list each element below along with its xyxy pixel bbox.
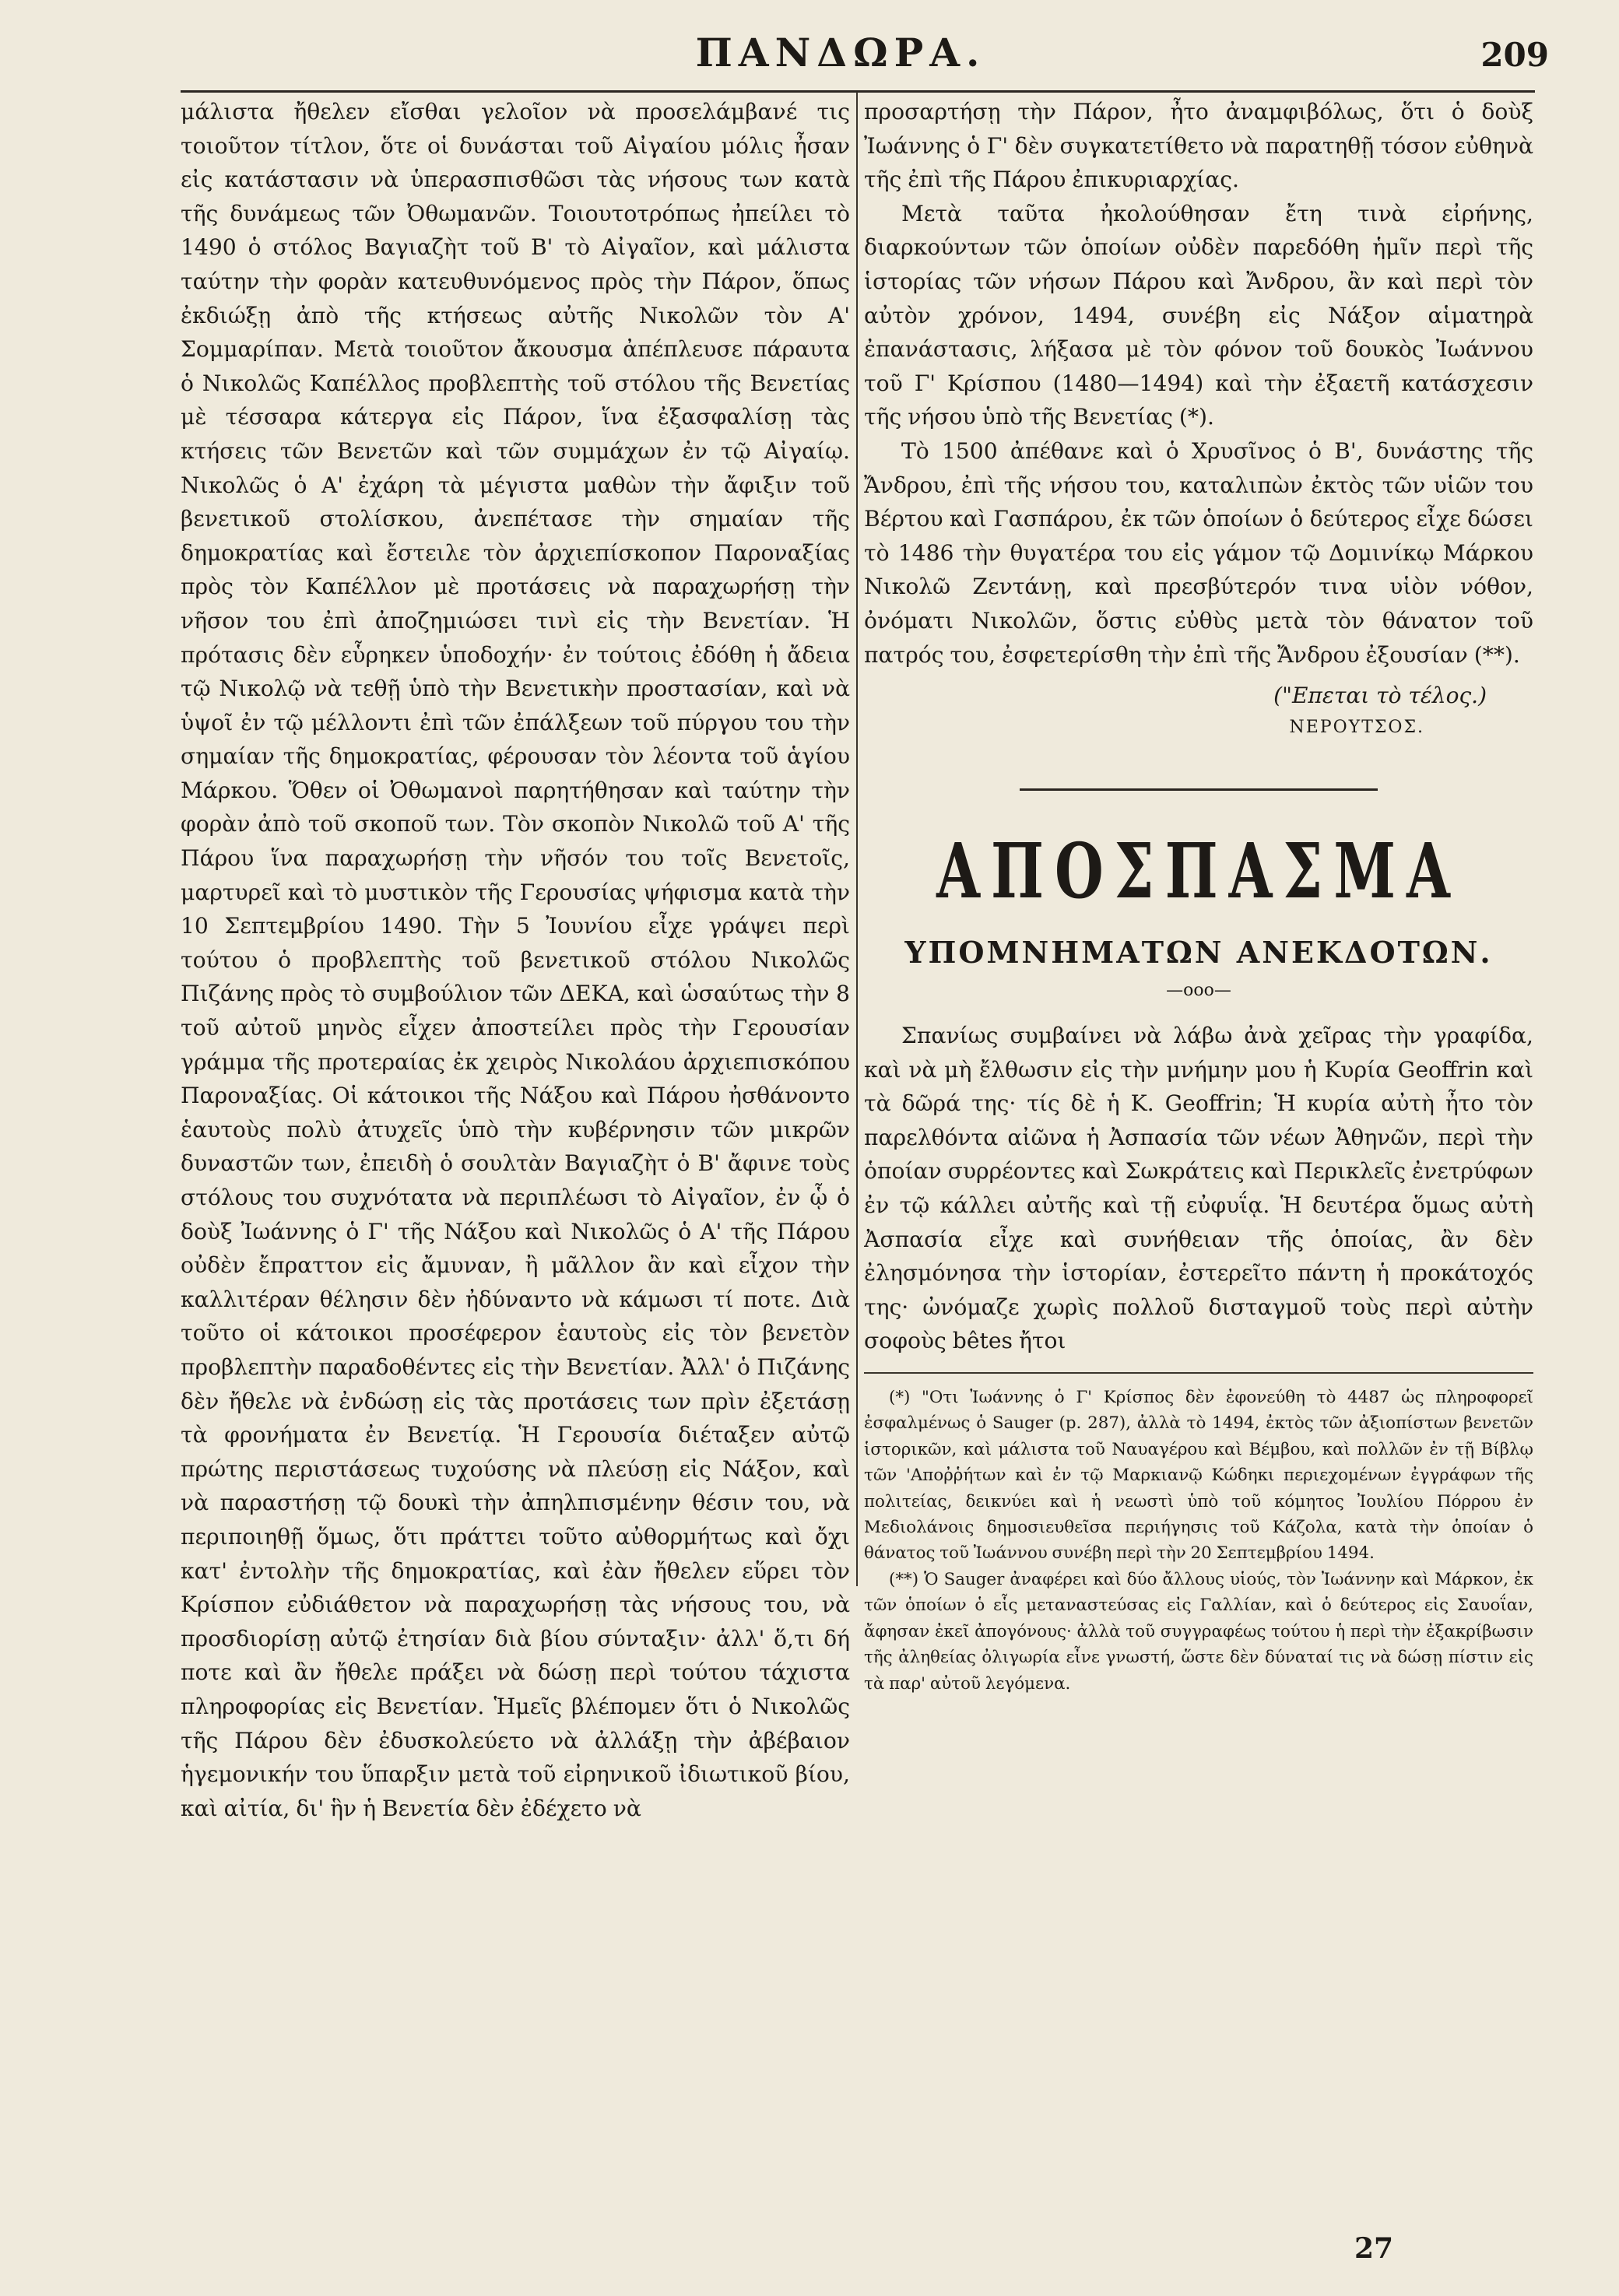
footnote: (*) "Οτι Ἰωάννης ὁ Γ' Κρίσπος δὲν ἐφονεύθη τὸ 4487 ὡς πληροφορεῖ ἐσφαλμένως ὁ Sauger (p. 287), ἀλλὰ τὸ 1494, ἐκτὸς τῶν ἀξιοπίστων βενετῶν ἱστορικῶν, καὶ μάλιστα τοῦ Ναυαγέρου καὶ Βέμβου, καὶ πολλῶν ἐν τῇ Βίβλῳ τῶν 'Αποῤῥήτων καὶ ἐν τῷ Μαρκιανῷ Κώδηκι περιεχομένων ἐγγράφων τῆς πολιτείας, δεικνύει καὶ ἡ νεωστὶ ὑπὸ τοῦ κόμητος Ἰουλίου Πόρρου ἐν Μεδιολάνοις δημοσιευθεῖσα περιήγησις τοῦ Κάζολα, κατὰ τὴν ὁποίαν ὁ θάνατος τοῦ Ἰωάννου συνέβη περὶ τὴν 20 Σεπτεμβρίου 1494. (864, 1388, 1533, 1564)
section-paragraph: Σπανίως συμβαίνει νὰ λάβω ἀνὰ χεῖρας τὴν γραφίδα, καὶ νὰ μὴ ἔλθωσιν εἰς τὴν μνήμην μου ἡ Κυρία Geoffrin καὶ τὰ δῶρά της· τίς δὲ ἡ Κ. Geoffrin; Ἡ κυρία αὐτὴ ἦτο τὸν παρελθόντα αἰῶνα ἡ Ἀσπασία τῶν νέων Ἀθηνῶν, περὶ τὴν ὁποίαν συρρέοντες καὶ Σωκράτεις καὶ Περικλεῖς ἐνετρύφων ἐν τῷ κάλλει αὐτῆς καὶ τῇ εὐφυΐᾳ. Ἡ δευτέρα ὅμως αὐτὴ Ἀσπασία εἶχε καὶ συνήθειαν τῆς ὁποίας, ἂν δὲν ἐλησμόνησα τὴν ἱστορίαν, ἐστερεῖτο πάντη ἡ προκάτοχός της· ὠνόμαζε χωρὶς πολλοῦ δισταγμοῦ τοὺς περὶ αὐτὴν σοφοὺς bêtes ἤτοι (864, 1023, 1533, 1354)
body-paragraph: προσαρτήσῃ τὴν Πάρον, ἦτο ἀναμφιβόλως, ὅτι ὁ δοὺξ Ἰωάννης ὁ Γ' δὲν συγκατετίθετο νὰ παρατηθῇ τόσον εὐθηνὰ τῆς ἐπὶ τῆς Πάρου ἐπικυριαρχίας. (864, 99, 1533, 193)
to-be-continued-note: ("Επεται τὸ τέλος.) (1273, 683, 1487, 709)
ornament-separator: —ooo— (1166, 981, 1231, 1001)
column-divider (856, 92, 858, 1586)
left-column (181, 95, 850, 2266)
journal-title: ΠΑΝΔΩΡΑ. (695, 30, 986, 75)
body-paragraph: Τὸ 1500 ἀπέθανε καὶ ὁ Χρυσῖνος ὁ Β', δυνάστης τῆς Ἄνδρου, ἐπὶ τῆς νήσου του, καταλιπὼν ἐκτὸς τῶν υἱῶν του Βέρτου καὶ Γασπάρου, ἐκ τῶν ὁποίων ὁ δεύτερος εἶχε δώσει τὸ 1486 τὴν θυγατέρα του εἰς γάμον τῷ Δομινίκῳ Μάρκου Νικολῶ Ζεντάνῃ, καὶ πρεσβύτερόν τινα υἱὸν νόθον, ὀνόματι Νικολῶν, ὅστις εὐθὺς μετὰ τὸν θάνατον τοῦ πατρός του, ἐσφετερίσθη τὴν ἐπὶ τῆς Ἄνδρου ἐξουσίαν (**). (864, 437, 1533, 668)
body-paragraph: μάλιστα ἤθελεν εἴσθαι γελοῖον νὰ προσελάμβανέ τις τοιοῦτον τίτλον, ὅτε οἱ δυνάσται τοῦ Αἰγαίου μόλις ἦσαν εἰς κατάστασιν νὰ ὑπερασπισθῶσι τὰς νήσους των κατὰ τῆς δυνάμεως τῶν Ὀθωμανῶν. Τοιουτοτρόπως ἠπείλει τὸ 1490 ὁ στόλος Βαγιαζὴτ τοῦ Β' τὸ Αἰγαῖον, καὶ μάλιστα ταύτην τὴν φορὰν κατευθυνόμενος πρὸς τὴν Πάρον, ὅπως ἐκδιώξῃ ἀπὸ τῆς κτήσεως αὐτῆς Νικολῶν τὸν Α' Σομμαρίπαν. Μετὰ τοιοῦτον ἄκουσμα ἀπέπλευσε πάραυτα ὁ Νικολῶς Καπέλλος προβλεπτὴς τοῦ στόλου τῆς Βενετίας μὲ τέσσαρα κάτεργα εἰς Πάρον, ἵνα ἐξασφαλίσῃ τὰς κτήσεις τῶν Βενετῶν καὶ τῶν συμμάχων ἐν τῷ Αἰγαίῳ. Νικολῶς ὁ Α' ἐχάρη τὰ μέγιστα μαθὼν τὴν ἄφιξιν τοῦ βενετικοῦ στολίσκου, ἀνεπέτασε τὴν σημαίαν τῆς δημοκρατίας καὶ ἔστειλε τὸν ἀρχιεπίσκοπον Παροναξίας πρὸς τὸν Καπέλλον μὲ προτάσεις νὰ παραχωρήσῃ τὴν νῆσον του ἐπὶ ἀποζημιώσει τινὶ εἰς τὴν Βενετίαν. Ἡ πρότασις δὲν εὗρηκεν ὑποδοχήν· ἐν τούτοις ἐδόθη ἡ ἄδεια τῷ Νικολῷ νὰ τεθῇ ὑπὸ τὴν Βενετικὴν προστασίαν, καὶ νὰ ὑψοῖ ἐν τῷ μέλλοντι ἐπὶ τῶν ἐπάλξεων τοῦ πύργου του τὴν σημαίαν τῆς δημοκρατίας, φέρουσαν τὸν λέοντα τοῦ ἁγίου Μάρκου. Ὅθεν οἱ Ὀθωμανοὶ παρητήθησαν καὶ ταύτην τὴν φορὰν ἀπὸ τοῦ σκοποῦ των. Τὸν σκοπὸν Νικολῶ τοῦ Α' τῆς Πάρου ἵνα παραχωρήσῃ τὴν νῆσόν του τοῖς Βενετοῖς, μαρτυρεῖ καὶ τὸ μυστικὸν τῆς Γερουσίας ψήφισμα κατὰ τὴν 10 Σεπτεμβρίου 1490. Τὴν 5 Ἰουνίου εἶχε γράψει περὶ τούτου ὁ προβλεπτὴς τοῦ βενετικοῦ στόλου Νικολῶς Πιζάνης πρὸς τὸ συμβούλιον τῶν ΔΕΚΑ, καὶ ὡσαύτως τὴν 8 τοῦ αὐτοῦ μηνὸς εἶχεν ἀποστείλει πρὸς τὴν Γερουσίαν γράμμα τῆς προτεραίας ἐκ χειρὸς Νικολάου ἀρχιεπισκόπου Παροναξίας. Οἱ κάτοικοι τῆς Νάξου καὶ Πάρου ἠσθάνοντο ἑαυτοὺς πολὺ ἀτυχεῖς ὑπὸ τὴν κυβέρνησιν τῶν μικρῶν δυναστῶν των, ἐπειδὴ ὁ σουλτὰν Βαγιαζὴτ ὁ Β' ἄφινε τοὺς στόλους του συχνότατα νὰ περιπλέωσι τὸ Αἰγαῖον, ἐν ᾧ ὁ δοὺξ Ἰωάννης ὁ Γ' τῆς Νάξου καὶ Νικολῶς ὁ Α' τῆς Πάρου οὐδὲν ἔπραττον εἰς ἄμυναν, ἢ μᾶλλον ἂν καὶ εἶχον τὴν καλλιτέραν θέλησιν δὲν ἠδύναντο νὰ κάμωσι τί ποτε. Διὰ τοῦτο οἱ κάτοικοι προσέφερον ἑαυτοὺς εἰς τὸν βενετὸν προβλεπτὴν παραδοθέντες εἰς τὴν Βενετίαν. Ἀλλ' ὁ Πιζάνης δὲν ἤθελε νὰ ἐνδώσῃ εἰς τὰς προτάσεις των πρὶν ἐξετάσῃ τὰ φρονήματα ἐν Βενετίᾳ. Ἡ Γερουσία διέταξεν αὐτῷ πρώτης περιστάσεως τυχούσης νὰ πλεύσῃ εἰς Νάξον, καὶ νὰ παραστήσῃ τῷ δουκὶ τὴν ἀπηλπισμένην θέσιν του, νὰ περιποιηθῇ ὅμως, ὅτι πράττει τοῦτο αὐθορμήτως καὶ ὄχι κατ' ἐντολὴν τῆς δημοκρατίας, καὶ ἐὰν ἤθελεν εὕρει τὸν Κρίσπον εὐδιάθετον νὰ παραχωρήσῃ τὰς νήσους του, νὰ προσδιορίσῃ αὐτῷ ἐτησίαν διὰ βίου σύνταξιν· ἀλλ' ὅ,τι δή ποτε καὶ ἂν ἤθελε πράξει νὰ δώσῃ περὶ τούτου τάχιστα πληροφορίας εἰς Βενετίαν. Ἡμεῖς βλέπομεν ὅτι ὁ Νικολῶς τῆς Πάρου δὲν ἐδυσκολεύετο νὰ ἀλλάξῃ τὴν ἀβέβαιον ἡγεμονικήν του ὕπαρξιν μετὰ τοῦ εἰρηνικοῦ ἰδιωτικοῦ βίου, καὶ αἰτία, δι' ἣν ἡ Βενετία δὲν ἐδέχετο νὰ (181, 99, 850, 1821)
article-author: ΝΕΡΟΥΤΣΟΣ. (1289, 718, 1424, 738)
signature-mark: 27 (1354, 2232, 1394, 2265)
footnote: (**) Ὁ Sauger ἀναφέρει καὶ δύο ἄλλους υἱούς, τὸν Ἰωάννην καὶ Μάρκον, ἐκ τῶν ὁποίων ὁ εἷς μεταναστεύσας εἰς Γαλλίαν, καὶ ὁ δεύτερος εἰς Σαυοΐαν, ἄφησαν ἐκεῖ ἀπογόνους· ἀλλὰ τοῦ συγγραφέως τούτου ἡ περὶ τὴν ἐξακρίβωσιν τῆς ἀληθείας ὀλιγωρία εἶνε γνωστή, ὥστε δὲν δύναταί τις νὰ δώσῃ πίστιν εἰς τὰ παρ' αὐτοῦ λεγόμενα. (864, 1569, 1533, 1694)
right-column (864, 95, 1533, 2243)
section-subtitle: ΥΠΟΜΝΗΜΑΤΩΝ ΑΝΕΚΔΟΤΩΝ. (904, 935, 1493, 971)
header-rule (181, 90, 1535, 93)
section-rule (1020, 788, 1378, 791)
section-title: ΑΠΟΣΠΑΣΜΑ (936, 826, 1461, 915)
body-paragraph: Μετὰ ταῦτα ἠκολούθησαν ἔτη τινὰ εἰρήνης, διαρκούντων τῶν ὁποίων οὐδὲν παρεδόθη ἡμῖν περὶ τῆς ἱστορίας τῶν νήσων Πάρου καὶ Ἄνδρου, ἂν καὶ περὶ τὸν αὐτὸν χρόνον, 1494, συνέβη εἰς Νάξον αἱματηρὰ ἐπανάστασις, λήξασα μὲ τὸν φόνον τοῦ δουκὸς Ἰωάννου τοῦ Γ' Κρίσπου (1480—1494) καὶ τὴν ἐξαετῆ κατάσχεσιν τῆς νήσου ὑπὸ τῆς Βενετίας (*). (864, 200, 1533, 430)
running-head (0, 22, 1619, 76)
footnotes-rule (864, 1372, 1533, 1374)
page-number: 209 (1480, 36, 1549, 74)
